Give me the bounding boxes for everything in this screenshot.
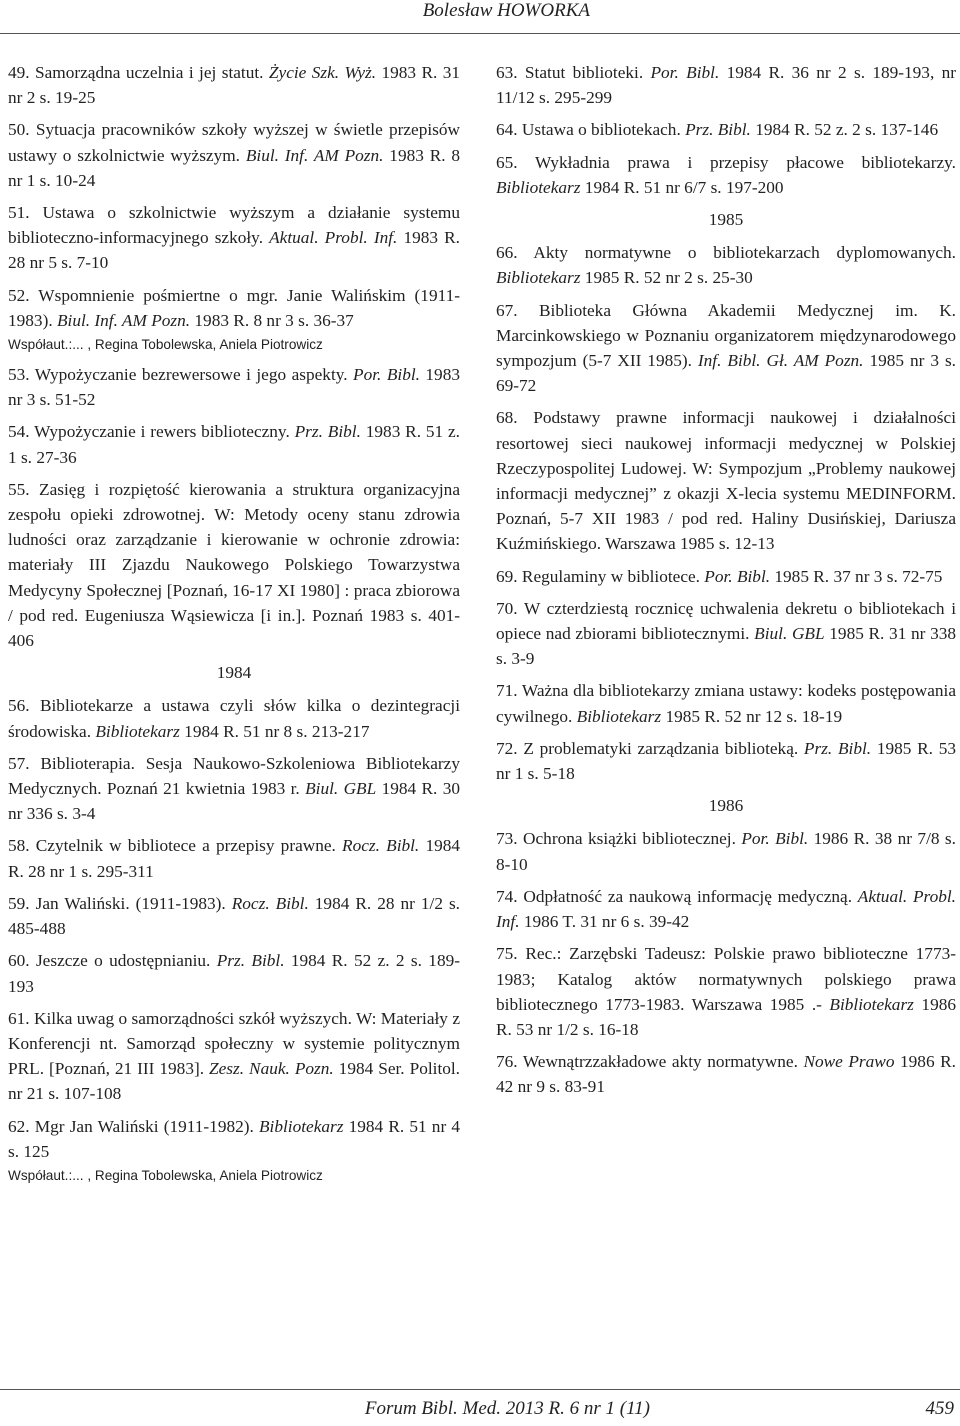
entry-journal: Por. Bibl. (741, 829, 809, 849)
entry-journal: Aktual. Probl. Inf. (496, 886, 957, 932)
entry-journal: Inf. Bibl. Gł. AM Pozn. (697, 351, 864, 371)
entry-journal: Prz. Bibl. (294, 422, 361, 442)
entry-49 (8, 60, 460, 110)
entry-journal: Bibliotekarz (496, 268, 581, 288)
header-rule (0, 33, 960, 34)
entry-citation: 1984 R. 51 nr 8 s. 213-217 (179, 721, 370, 741)
entry-67 (496, 298, 956, 399)
year-heading-1986: 1986 (708, 796, 744, 816)
entry-text: 65. Wykładnia prawa i przepisy płacowe bibliotekarzy. (496, 152, 956, 172)
entry-text: 70. W czterdziestą rocznicę uchwalenia dekretu o bibliotekach i opiece nad zbiorami bibliotecznymi. (496, 598, 956, 644)
entry-citation: 1983 R. 31 nr 2 s. 19-25 (8, 63, 460, 108)
entry-citation: 1985 R. 31 nr 338 s. 3-9 (496, 624, 957, 669)
running-footer-journal: Forum Bibl. Med. 2013 R. 6 nr 1 (11) (364, 1398, 650, 1419)
coauthors-52: Współaut.:... , Regina Tobolewska, Aniela Piotrowicz (8, 337, 323, 353)
entry-55 (8, 477, 460, 653)
entry-text: 75. Rec.: Zarzębski Tadeusz: Polskie prawo biblioteczne 1773-1983; Katalog aktów normatywnych polskiego prawa bibliotecznego 1773-1983. Warszawa 1985 .- (496, 944, 956, 1014)
entry-journal: Bibliotekarz (829, 994, 914, 1014)
entry-text: 74. Odpłatność za naukową informację medyczną. (496, 886, 858, 906)
entry-journal: Por. Bibl. (650, 63, 720, 82)
entry-66 (496, 240, 956, 290)
entry-journal: Prz. Bibl. (685, 120, 751, 140)
entry-text: 69. Regulaminy w bibliotece. (496, 566, 705, 586)
entry-journal: Aktual. Probl. Inf. (269, 228, 398, 248)
running-header-author: Bolesław HOWORKA (422, 0, 590, 21)
entry-51 (8, 200, 460, 276)
entry-text: 57. Biblioterapia. Sesja Naukowo-Szkoleniowa Bibliotekarzy Medycznych. Poznań 21 kwietnia 1983 r. (8, 753, 460, 799)
entry-citation: 1983 nr 3 s. 51-52 (8, 365, 460, 410)
entry-journal: Por. Bibl. (704, 566, 771, 586)
entry-65 (496, 150, 956, 200)
entry-citation: 1983 R. 8 nr 1 s. 10-24 (8, 145, 461, 190)
entry-citation: 1986 R. 53 nr 1/2 s. 16-18 (496, 994, 956, 1039)
entry-69 (496, 564, 956, 589)
entry-citation: 1985 R. 53 nr 1 s. 5-18 (496, 738, 956, 784)
entry-text: 68. Podstawy prawne informacji naukowej i działalności resortowej sieci naukowej informacji medycznej w Polskiej Rzeczypospolitej Ludowej. W: Sympozjum „Problemy naukowej informacji medycznej” z okazji X-lecia systemu MEDINFORM. Poznań, 5-7 XII 1983 / pod red. Haliny Dusińskiej, Dariusza Kuźmińskiego. Warszawa 1985 s. 12-13 (496, 408, 956, 554)
entry-76 (496, 1049, 956, 1099)
entry-citation: 1985 R. 37 nr 3 s. 72-75 (770, 566, 943, 586)
entry-journal: Por. Bibl. (353, 365, 420, 385)
entry-journal: Prz. Bibl. (803, 738, 872, 758)
entry-text: 49. Samorządna uczelnia i jej statut. (8, 63, 269, 82)
entry-journal: Bibliotekarz (258, 1116, 344, 1136)
page-number: 459 (925, 1398, 954, 1419)
entry-citation: 1985 R. 52 nr 2 s. 25-30 (580, 268, 753, 288)
entry-text: 55. Zasięg i rozpiętość kierowania a struktura organizacyjna zespołu opieki zdrowotnej. W: Metody oceny stanu zdrowia ludności oraz zarządzanie i kierowanie w ochronie zdrowia: materiały III Zjazdu Naukowego Polskiego Towarzystwa Medycyny Społecznej [Poznań, 16-17 XI 1980] : praca zbiorowa / pod red. Eugeniusza Wąsiewicza [i in.]. Poznań 1983 s. 401-406 (8, 479, 460, 651)
entry-citation: 1985 nr 3 s. 69-72 (496, 351, 956, 396)
entry-journal: Bibliotekarz (576, 706, 662, 726)
entry-62 (8, 1114, 460, 1164)
entry-text: 54. Wypożyczanie i rewers biblioteczny. (8, 422, 295, 442)
right-column (496, 60, 956, 1107)
entry-60 (8, 948, 460, 998)
entry-text: 64. Ustawa o bibliotekach. (496, 120, 686, 140)
entry-text: 61. Kilka uwag o samorządności szkół wyższych. W: Materiały z Konferencji nt. Samorząd społeczny w systemie politycznym PRL. [Poznań, 21 III 1983]. (8, 1008, 460, 1079)
entry-journal: Zesz. Nauk. Pozn. (209, 1059, 334, 1079)
entry-citation: 1983 R. 8 nr 3 s. 36-37 (190, 310, 354, 330)
entry-59 (8, 891, 460, 941)
year-heading-1984: 1984 (216, 663, 252, 683)
entry-journal: Bibliotekarz (95, 721, 180, 741)
entry-journal: Rocz. Bibl. (342, 836, 420, 856)
entry-citation: 1986 T. 31 nr 6 s. 39-42 (519, 912, 690, 932)
entry-70 (496, 596, 956, 672)
entry-citation: 1986 R. 42 nr 9 s. 83-91 (496, 1052, 956, 1097)
entry-citation: 1983 R. 51 z. 1 s. 27-36 (8, 422, 460, 467)
entry-journal: Nowe Prawo (803, 1052, 895, 1072)
entry-text: 67. Biblioteka Główna Akademii Medycznej im. K. Marcinkowskiego w Poznaniu organizatorem międzynarodowego sympozjum (5-7 XII 1985). (496, 300, 956, 371)
entry-56 (8, 693, 460, 743)
entry-58 (8, 833, 460, 883)
entry-citation: 1984 R. 52 z. 2 s. 189-193 (8, 951, 460, 996)
year-heading-1985: 1985 (708, 210, 744, 230)
entry-text: 73. Ochrona książki bibliotecznej. (496, 829, 742, 849)
entry-72 (496, 736, 956, 786)
entry-citation: 1984 R. 28 nr 1 s. 295-311 (8, 836, 461, 881)
entry-journal: Rocz. Bibl. (231, 893, 309, 913)
entry-text: 63. Statut biblioteki. (496, 63, 651, 82)
entry-text: 60. Jeszcze o udostępnianiu. (8, 951, 217, 971)
entry-text: 62. Mgr Jan Waliński (1911-1982). (8, 1116, 259, 1136)
entry-citation: 1984 Ser. Politol. nr 21 s. 107-108 (8, 1059, 461, 1104)
entry-citation: 1984 R. 30 nr 336 s. 3-4 (8, 779, 461, 824)
entry-citation: 1984 R. 52 z. 2 s. 137-146 (750, 120, 939, 140)
entry-text: 72. Z problematyki zarządzania biblioteką. (496, 738, 804, 758)
entry-text: 66. Akty normatywne o bibliotekarzach dyplomowanych. (496, 243, 956, 263)
entry-journal: Życie Szk. Wyż. (268, 63, 377, 82)
entry-71 (496, 678, 956, 728)
entry-journal: Biul. GBL (305, 779, 377, 799)
entry-61 (8, 1006, 460, 1107)
entry-57 (8, 751, 460, 827)
entry-68 (496, 405, 956, 556)
entry-text: 58. Czytelnik w bibliotece a przepisy prawne. (8, 836, 343, 856)
entry-73 (496, 826, 956, 876)
entry-52 (8, 283, 460, 333)
entry-citation: 1983 R. 28 nr 5 s. 7-10 (8, 228, 460, 273)
entry-text: 50. Sytuacja pracowników szkoły wyższej w świetle przepisów ustawy o szkolnictwie wyższym. (8, 120, 460, 165)
entry-text: 52. Wspomnienie pośmiertne o mgr. Janie Walińskim (1911-1983). (8, 285, 460, 330)
entry-50 (8, 117, 460, 193)
entry-journal: Prz. Bibl. (216, 951, 285, 971)
entry-journal: Biul. Inf. AM Pozn. (56, 310, 191, 330)
entry-citation: 1986 R. 38 nr 7/8 s. 8-10 (496, 829, 956, 874)
entry-75 (496, 941, 956, 1042)
entry-journal: Biul. Inf. AM Pozn. (245, 145, 384, 165)
entry-text: 56. Bibliotekarze a ustawa czyli słów kilka o dezintegracji środowiska. (8, 696, 460, 741)
entry-citation: 1985 R. 52 nr 12 s. 18-19 (661, 706, 843, 726)
footer-rule (0, 1389, 960, 1390)
entry-journal: Bibliotekarz (496, 177, 581, 197)
entry-citation: 1984 R. 51 nr 6/7 s. 197-200 (580, 177, 784, 197)
entry-64 (496, 117, 956, 142)
left-column (8, 60, 460, 1193)
entry-54 (8, 419, 460, 469)
entry-text: 76. Wewnątrzzakładowe akty normatywne. (496, 1052, 804, 1072)
entry-text: 59. Jan Waliński. (1911-1983). (8, 893, 232, 913)
entry-citation: 1984 R. 51 nr 4 s. 125 (8, 1116, 461, 1161)
entry-74 (496, 884, 956, 934)
entry-text: 71. Ważna dla bibliotekarzy zmiana ustawy: kodeks postępowania cywilnego. (496, 681, 956, 726)
entry-text: 51. Ustawa o szkolnictwie wyższym a działanie systemu biblioteczno-informacyjnego szkoły. (8, 203, 460, 248)
entry-citation: 1984 R. 28 nr 1/2 s. 485-488 (8, 893, 460, 939)
entry-citation: 1984 R. 36 nr 2 s. 189-193, nr 11/12 s. 295-299 (496, 63, 956, 108)
coauthors-62: Współaut.:... , Regina Tobolewska, Aniela Piotrowicz (8, 1167, 323, 1183)
entry-journal: Biul. GBL (754, 624, 825, 644)
entry-text: 53. Wypożyczanie bezrewersowe i jego aspekty. (8, 365, 354, 385)
entry-53 (8, 362, 460, 412)
entry-63 (496, 60, 956, 110)
